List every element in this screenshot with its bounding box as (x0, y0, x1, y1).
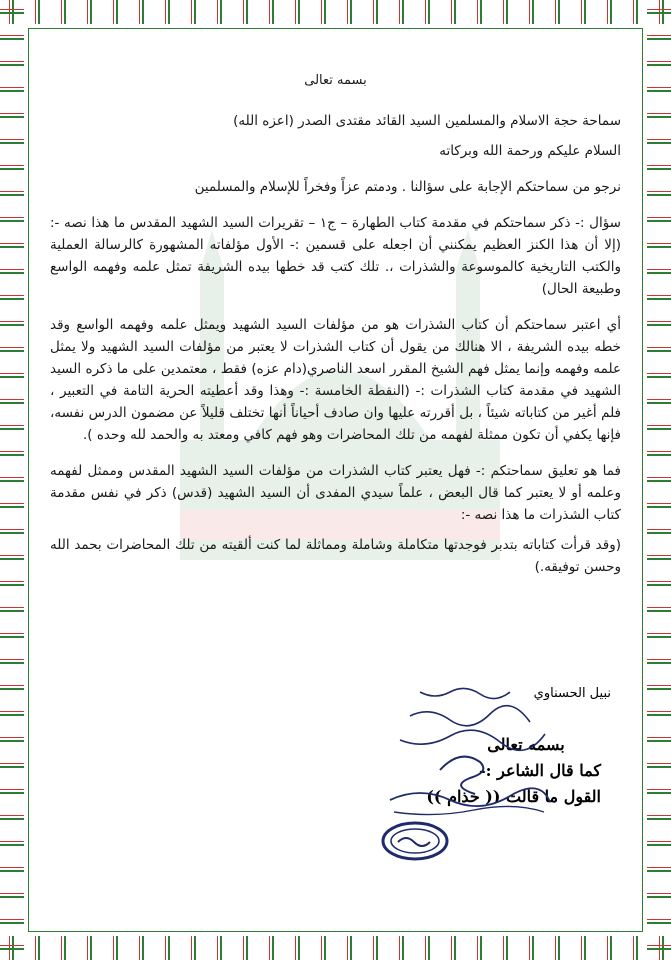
decorative-border-right (647, 0, 671, 960)
letter-addressee: سماحة حجة الاسلام والمسلمين السيد القائد مقتدى الصدر (اعزه الله) (233, 113, 621, 129)
question-paragraph-1: سؤال :- ذكر سماحتكم في مقدمة كتاب الطهارة – ج١ – تقريرات السيد الشهيد المقدس ما هذا نصه -: (إلا أن هذا الكنز العظيم يمكنني أن اجعله على قسمين :- الأول مؤلفاته المشهورة كالرسالة العملية والكتب التاريخية كالموسوعة والشذرات ،. تلك كتب قد خطها بيده الشريفة تمثل علمه وفهمه الواسع وطبيعة الحال) (50, 215, 621, 297)
letter-basmala: بسمه تعالى (304, 73, 367, 88)
question-paragraph-3: فما هو تعليق سماحتكم :- فهل يعتبر كتاب الشذرات من مؤلفات السيد الشهيد المقدس وممثل لفهمه وعلمه أو لا يعتبر كما قال البعض ، علماً سيدي المفدى أن السيد الشهيد (قدس) ذكر في نفس مقدمة كتاب الشذرات ما هذا نصه -: (50, 463, 621, 523)
letter-intro: نرجو من سماحتكم الإجابة على سؤالنا . ودمتم عزاً وفخراً للإسلام والمسلمين (194, 179, 621, 195)
reply-line-1: بسمه تعالى (487, 735, 565, 754)
decorative-border-left (0, 0, 24, 960)
decorative-border-top (0, 0, 671, 24)
letter-body (50, 60, 621, 586)
letter-greeting: السلام عليكم ورحمة الله وبركاته (439, 143, 621, 159)
signature-area (50, 680, 621, 910)
sender-name: نبيل الحسناوي (533, 686, 611, 701)
reply-line-2: كما قال الشاعر :- (479, 761, 601, 780)
decorative-border-bottom (0, 936, 671, 960)
reply-line-3: القول ما قالت (( حذام )) (426, 787, 601, 806)
question-paragraph-2: أي اعتبر سماحتكم أن كتاب الشذرات هو من مؤلفات السيد الشهيد ويمثل علمه وفهمه الواسع وقد خطه بيده الشريفة ، الا هنالك من يقول أن كتاب الشذرات لا يعتبر من مؤلفات السيد الشهيد ولا يمثل علمه وفهمه وإنما يمثل فهم الشيخ المقرر اسعد الناصري(دام عزه) فقط ، معتمدين على ما ذكره السيد الشهيد في مقدمة كتاب الشذرات :- (النقطة الخامسة :- وهذا وقد أعطيته الحرية التامة في التعبير ، فلم أغير من كتاباته شيئاً ، بل أقررته عليها وان صادف أحياناً أنها تختلف قليلاً عن مضمون الدرس نفسه، فإنها يكفي أن تكون ممثلة لفهمه من تلك المحاضرات وهو فهم كافي ومعتد به والحمد لله وحده ). (50, 317, 621, 443)
quote-paragraph: (وقد قرأت كتاباته بتدبر فوجدتها متكاملة وشاملة ومماثلة لما كنت ألقيته من تلك المحاضرات بحمد الله وحسن توفيقه.) (50, 537, 621, 575)
official-seal-icon (380, 820, 450, 862)
